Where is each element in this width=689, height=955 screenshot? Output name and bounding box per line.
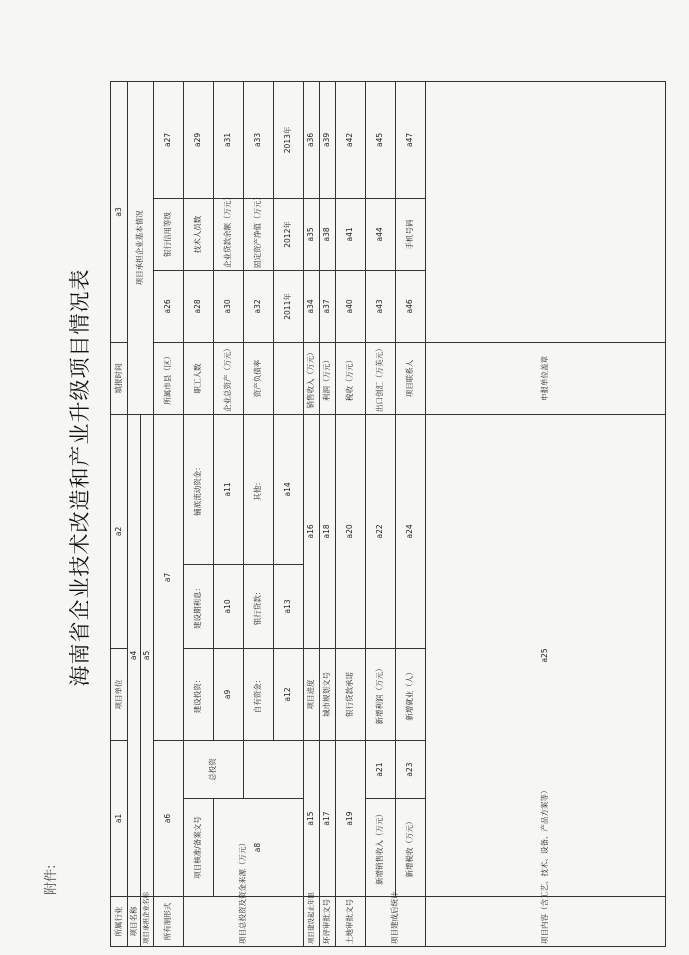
employees-value[interactable]: a28	[184, 270, 214, 342]
bank-commit-value[interactable]: a20	[336, 414, 366, 648]
period-label: 项目建设起止年限	[304, 897, 320, 947]
content-label: 项目内容（含工艺、技术、设备、产品方案等）	[426, 897, 666, 947]
credit-label: 银行信用等级	[154, 198, 184, 270]
build-invest-label: 建设投资：	[184, 648, 214, 740]
planning-label: 城市规划文号	[320, 648, 336, 740]
industry-value[interactable]: a1	[111, 740, 128, 896]
row-land	[336, 81, 366, 946]
sales-2013[interactable]: a36	[304, 81, 320, 198]
new-sales-value[interactable]: a21	[366, 740, 396, 798]
contact-label: 项目联系人	[396, 342, 426, 414]
new-profit-label: 新增利润（万元）	[366, 648, 396, 740]
credit-value[interactable]: a27	[154, 81, 184, 198]
debt-ratio-label: 资产负债率	[244, 342, 274, 414]
new-profit-value[interactable]: a22	[366, 414, 396, 648]
eia-value[interactable]: a17	[320, 740, 336, 896]
phone-label: 手机号码	[396, 198, 426, 270]
ownership-value[interactable]: a6	[154, 740, 184, 896]
funding-blank	[244, 740, 304, 798]
row-eia	[320, 81, 336, 946]
unit-value[interactable]: a2	[111, 414, 128, 648]
tech-staff-value[interactable]: a29	[184, 81, 214, 198]
progress-value[interactable]: a16	[304, 414, 320, 648]
interest-value[interactable]: a10	[214, 564, 244, 648]
sales-2012[interactable]: a35	[304, 198, 320, 270]
year-blank	[274, 342, 304, 414]
net-assets-label: 固定资产净值（万元）	[244, 198, 274, 270]
planning-value[interactable]: a18	[320, 414, 336, 648]
year-2013: 2013年	[274, 81, 304, 198]
working-capital-value[interactable]: a11	[214, 414, 244, 564]
other-label: 其他：	[244, 414, 274, 564]
enterprise-name-value[interactable]: a5	[141, 414, 154, 896]
bank-loan-value[interactable]: a13	[274, 564, 304, 648]
interest-label: 建设期利息：	[184, 564, 214, 648]
page-title: 海南省企业技术改造和产业升级项目情况表	[68, 268, 92, 687]
new-jobs-value[interactable]: a24	[396, 414, 426, 648]
fill-time-label: 填报时间	[111, 342, 128, 414]
other-value[interactable]: a14	[274, 414, 304, 564]
tax-2012[interactable]: a41	[336, 198, 366, 270]
content-value[interactable]: a25	[426, 414, 666, 896]
row-period	[304, 81, 320, 946]
profit-label: 利润（万元）	[320, 342, 336, 414]
row-content	[426, 81, 666, 946]
debt-ratio-value[interactable]: a32	[244, 270, 274, 342]
year-2011: 2011年	[274, 270, 304, 342]
build-invest-value[interactable]: a9	[214, 648, 244, 740]
funding-value[interactable]: a8	[214, 799, 304, 897]
bank-commit-label: 银行贷款承诺	[336, 648, 366, 740]
industry-label: 所属行业	[111, 897, 128, 947]
row-new-sales	[366, 81, 396, 946]
row-ownership	[154, 81, 184, 946]
enterprise-name-label: 项目承担企业名称	[141, 897, 154, 947]
total-assets-label: 企业总资产（万元）	[214, 342, 244, 414]
tax-2011[interactable]: a40	[336, 270, 366, 342]
project-info-table	[110, 81, 666, 947]
new-jobs-label: 新增就业（人）	[396, 648, 426, 740]
profit-2012[interactable]: a38	[320, 198, 336, 270]
profit-2011[interactable]: a37	[320, 270, 336, 342]
approval-label: 项目核准/备案文号	[184, 799, 214, 897]
appendix-label: 附件:	[44, 864, 59, 895]
land-label: 土地审批文号	[336, 897, 366, 947]
sales-2011[interactable]: a34	[304, 270, 320, 342]
tax-label: 税收（万元）	[336, 342, 366, 414]
funding-label: 项目总投资及资金来源（万元）	[184, 897, 304, 947]
working-capital-label: 铺底流动资金：	[184, 414, 214, 564]
export-2011[interactable]: a43	[366, 270, 396, 342]
own-funds-value[interactable]: a12	[274, 648, 304, 740]
loan-balance-value[interactable]: a31	[214, 81, 244, 198]
row-build-values	[214, 81, 244, 946]
row-project-name	[128, 81, 141, 946]
region-label: 所属市县（区）	[154, 342, 184, 414]
total-assets-value[interactable]: a30	[214, 270, 244, 342]
net-assets-value[interactable]: a33	[244, 81, 274, 198]
period-value[interactable]: a15	[304, 740, 320, 896]
export-2013[interactable]: a45	[366, 81, 396, 198]
export-label: 出口创汇（万美元）	[366, 342, 396, 414]
contact-value[interactable]: a46	[396, 270, 426, 342]
year-2012: 2012年	[274, 198, 304, 270]
tax-2013[interactable]: a42	[336, 81, 366, 198]
bank-loan-label: 银行贷款：	[244, 564, 274, 648]
loan-balance-label: 企业贷款余额（万元）	[214, 198, 244, 270]
export-2012[interactable]: a44	[366, 198, 396, 270]
ownership-label: 所有制形式	[154, 897, 184, 947]
own-funds-label: 自有资金：	[244, 648, 274, 740]
fill-time-value[interactable]: a3	[111, 81, 128, 342]
employees-label: 职工人数	[184, 342, 214, 414]
row-new-tax	[396, 81, 426, 946]
phone-value[interactable]: a47	[396, 81, 426, 198]
stats-label: 项目建成后统计	[366, 897, 426, 947]
seal-area[interactable]	[426, 81, 666, 342]
land-value[interactable]: a19	[336, 740, 366, 896]
tech-staff-label: 技术人员数	[184, 198, 214, 270]
seal-label: 申报单位盖章	[426, 342, 666, 414]
profit-2013[interactable]: a39	[320, 81, 336, 198]
unit-label: 项目单位	[111, 648, 128, 740]
project-name-value[interactable]: a4	[128, 414, 141, 896]
new-sales-label: 新增销售收入（万元）	[366, 799, 396, 897]
enterprise-info-header: 项目承担企业基本情况	[128, 81, 154, 414]
progress-label: 项目进度	[304, 648, 320, 740]
new-tax-label: 新增税收（万元）	[396, 799, 426, 897]
sales-label: 销售收入（万元）	[304, 342, 320, 414]
project-name-label: 项目名称	[128, 897, 141, 947]
row-approval	[184, 81, 214, 946]
row-industry	[111, 81, 128, 946]
new-tax-value[interactable]: a23	[396, 740, 426, 798]
eia-label: 环评审批文号	[320, 897, 336, 947]
region-value[interactable]: a26	[154, 270, 184, 342]
field-a7[interactable]: a7	[154, 414, 184, 740]
total-invest-label: 总投资	[184, 740, 244, 798]
